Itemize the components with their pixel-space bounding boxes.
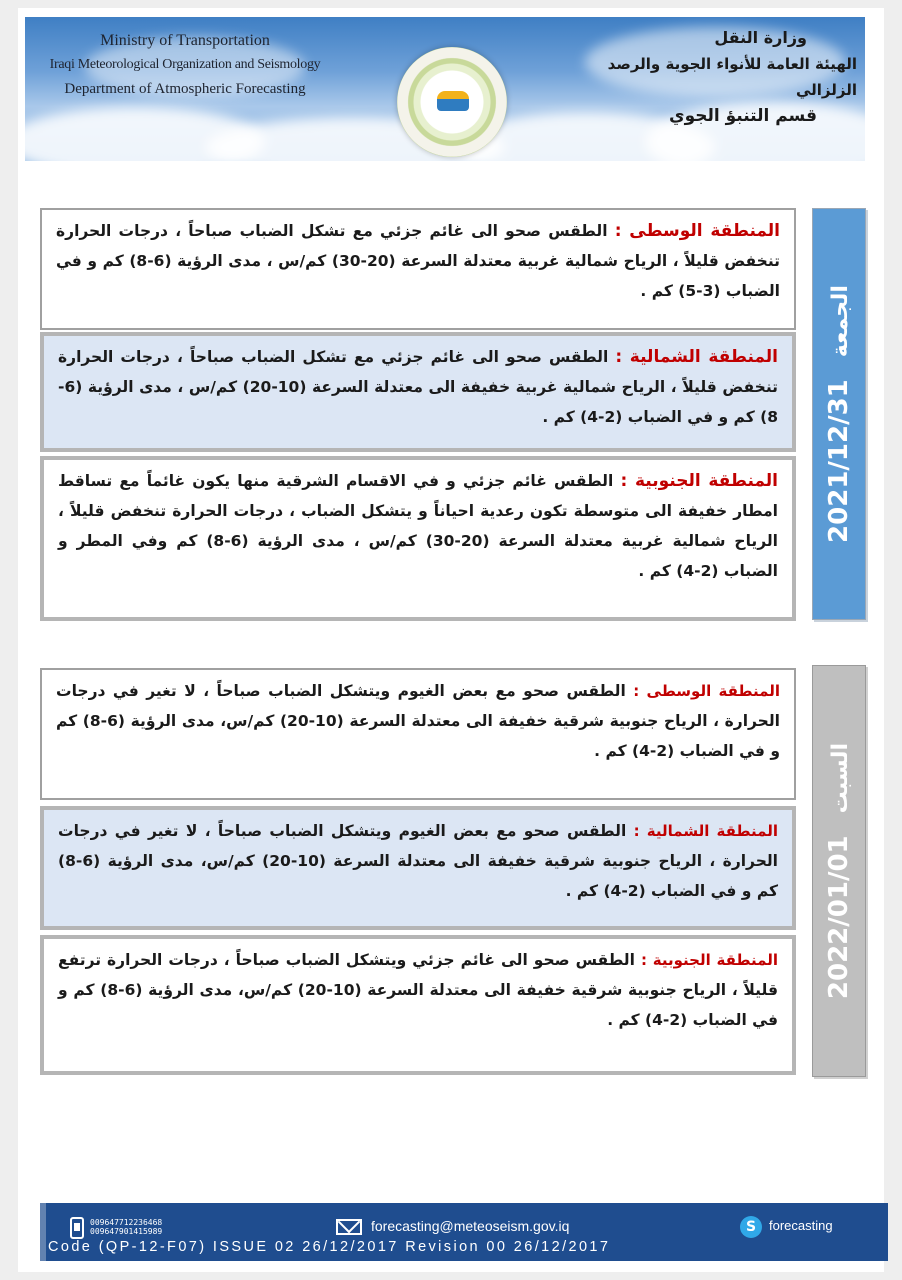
forecast-text: الطقس صحو مع بعض الغيوم ويتشكل الضباب صباحاً ، لا تغير في درجات الحرارة ، الرياح جنوبية شرقية خفيفة الى معتدلة السرعة (10-20) كم/س، مدى الرؤية (6-8) كم و في الضباب (2-4) كم . xyxy=(56,682,780,760)
document-page xyxy=(18,8,884,1272)
region-label: المنطقة الجنوبية : xyxy=(640,951,778,969)
region-label: المنطقة الشمالية : xyxy=(615,347,779,367)
day-name: السبت xyxy=(828,742,853,814)
forecast-south-day1 xyxy=(40,456,796,621)
forecast-text: الطقس صحو الى غائم جزئي ويتشكل الضباب صباحاً ، درجات الحرارة ترتفع قليلاً ، الرياح جنوبية شرقية خفيفة الى معتدلة السرعة (10-20) كم/س، مدى الرؤية (6-8) كم و في الضباب (2-4) كم . xyxy=(58,951,778,1029)
organization-name-en: Iraqi Meteorological Organization and Seismology xyxy=(49,57,321,72)
ministry-name-ar: وزارة النقل xyxy=(714,28,807,47)
phone-icon xyxy=(70,1217,84,1239)
ministry-name-en: Ministry of Transportation xyxy=(100,32,270,49)
skype-icon: S xyxy=(740,1216,762,1238)
day-tab-1 xyxy=(812,208,866,620)
phone-number-2: 009647901415989 xyxy=(90,1227,163,1236)
footer-bar xyxy=(40,1203,888,1261)
region-label: المنطقة الوسطى : xyxy=(633,682,780,700)
header-english-title xyxy=(25,29,345,101)
forecast-central-day2 xyxy=(40,668,796,800)
footer-accent xyxy=(40,1203,46,1261)
forecast-south-day2 xyxy=(40,935,796,1075)
forecast-text: الطقس غائم جزئي و في الاقسام الشرقية منها يكون غائماً مع تساقط امطار خفيفة الى متوسطة تكون رعدية احياناً و يتشكل الضباب ، درجات الحرارة تنخفض قليلاً ، الرياح شمالية غربية معتدلة السرعة (20-30) كم/س ، مدى الرؤية (6-8) كم وفي المطر و الضباب (2-4) كم . xyxy=(58,472,779,580)
skype-handle[interactable]: forecasting xyxy=(769,1218,833,1233)
organization-name-ar: الهيئة العامة للأنواء الجوية والرصد الزلزالي xyxy=(607,55,857,99)
day-name: الجمعة xyxy=(828,285,854,358)
region-label: المنطقة الجنوبية : xyxy=(620,471,779,491)
region-label: المنطقة الشمالية : xyxy=(633,822,778,840)
phone-numbers xyxy=(90,1218,162,1236)
organization-logo-icon xyxy=(397,47,507,157)
header-banner xyxy=(25,17,865,161)
forecast-text: الطقس صحو مع بعض الغيوم ويتشكل الضباب صباحاً ، لا تغير في درجات الحرارة ، الرياح جنوبية شرقية خفيفة الى معتدلة السرعة (10-20) كم/س، مدى الرؤية (6-8) كم و في الضباب (2-4) كم . xyxy=(58,822,778,900)
envelope-icon xyxy=(336,1219,362,1235)
phone-number-1: 009647712236468 xyxy=(90,1218,163,1227)
region-label: المنطقة الوسطى : xyxy=(614,221,780,241)
document-code: Code (QP-12-F07) ISSUE 02 26/12/2017 Revision 00 26/12/2017 xyxy=(48,1239,611,1255)
day-date: 2021/12/31 xyxy=(824,379,855,543)
day-tab-2 xyxy=(812,665,866,1077)
forecast-north-day2 xyxy=(40,806,796,930)
header-arabic-title xyxy=(577,25,857,129)
forecast-text: الطقس صحو الى غائم جزئي مع تشكل الضباب صباحاً ، درجات الحرارة تنخفض قليلاً ، الرياح شمالية غربية خفيفة الى معتدلة السرعة (10-20) كم/س ، مدى الرؤية (6-8) كم و في الضباب (2-4) كم . xyxy=(58,348,778,426)
forecast-central-day1 xyxy=(40,208,796,330)
forecast-text: الطقس صحو الى غائم جزئي مع تشكل الضباب صباحاً ، درجات الحرارة تنخفض قليلاً ، الرياح شمالية غربية معتدلة السرعة (20-30) كم/س ، مدى الرؤية (6-8) كم و في الضباب (3-5) كم . xyxy=(56,222,780,300)
department-name-ar: قسم التنبؤ الجوي xyxy=(669,106,817,126)
email-link[interactable]: forecasting@meteoseism.gov.iq xyxy=(371,1218,570,1234)
department-name-en: Department of Atmospheric Forecasting xyxy=(64,81,306,97)
day-date: 2022/01/01 xyxy=(824,835,854,1000)
forecast-north-day1 xyxy=(40,332,796,452)
